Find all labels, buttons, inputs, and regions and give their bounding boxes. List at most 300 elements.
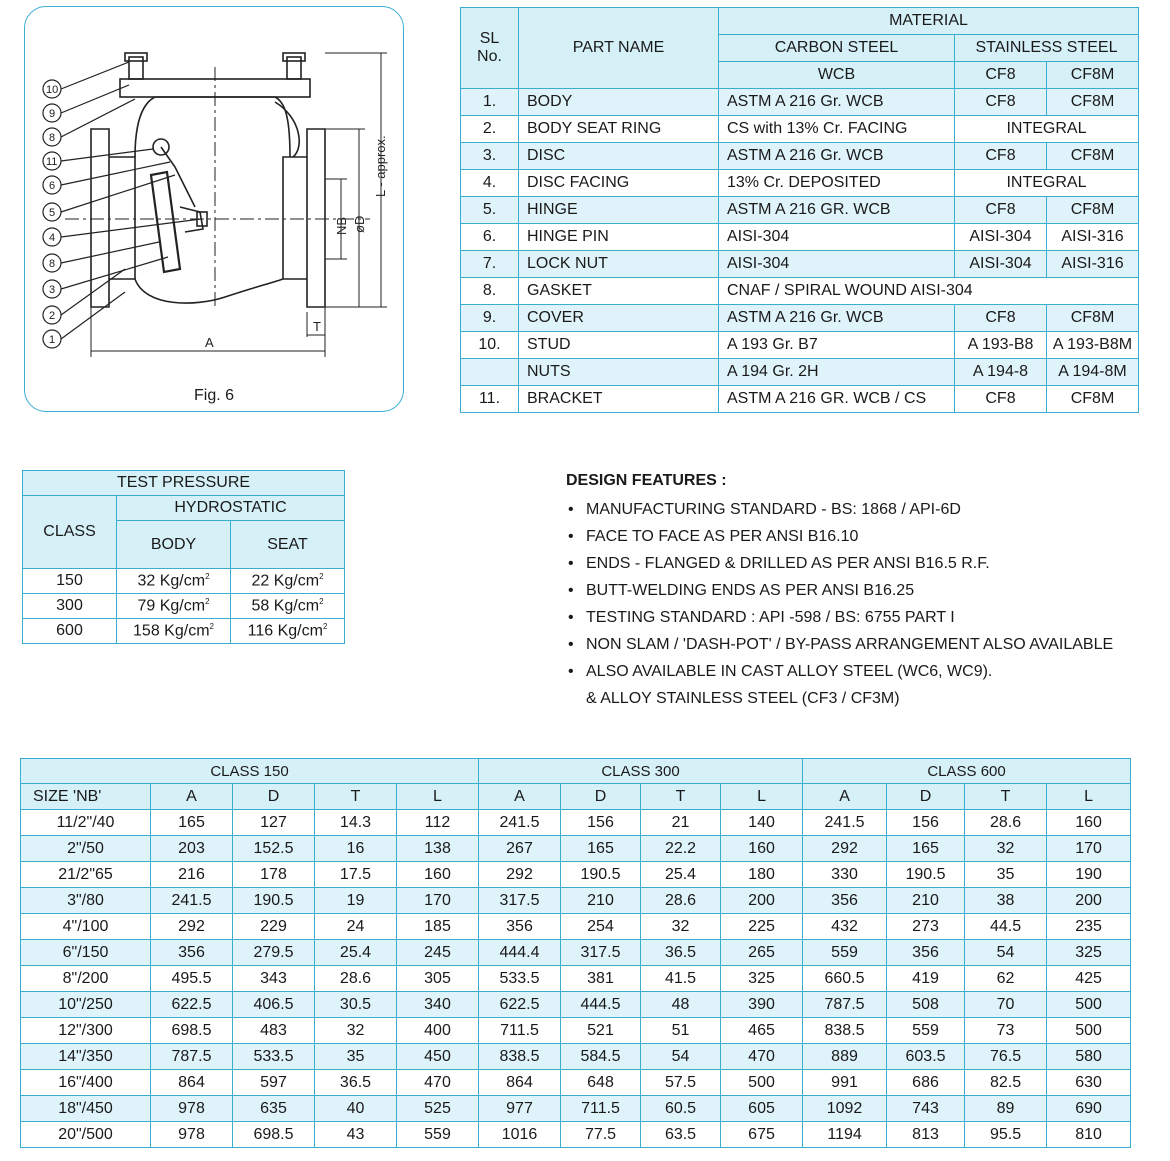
dimension-cell: 165 [151, 810, 233, 836]
dimension-cell: 70 [965, 992, 1047, 1018]
dimension-row [21, 862, 1131, 888]
cf8m-cell: AISI-316 [1047, 251, 1139, 278]
dimension-cell: 30.5 [315, 992, 397, 1018]
dimension-cell: 265 [721, 940, 803, 966]
material-row [461, 305, 1139, 332]
dimension-cell: 743 [887, 1096, 965, 1122]
seat-pressure-value: 22 [251, 572, 270, 590]
dimension-cell: 279.5 [233, 940, 315, 966]
dimension-cell: 630 [1047, 1070, 1131, 1096]
body-pressure-value: 32 [137, 572, 156, 590]
dimension-cell: 559 [803, 940, 887, 966]
dimension-cell: 559 [887, 1018, 965, 1044]
pressure-row [23, 594, 345, 619]
material-cell: CNAF / SPIRAL WOUND AISI-304 [719, 278, 1139, 305]
part-name-cell: BODY SEAT RING [519, 116, 719, 143]
size-cell: 14"/350 [21, 1044, 151, 1070]
pressure-unit: Kg/cm [273, 572, 320, 590]
cf8m-header: CF8M [1047, 62, 1139, 89]
part-name-cell: NUTS [519, 359, 719, 386]
dimension-cell: 225 [721, 914, 803, 940]
dimension-column-header-row [21, 784, 1131, 810]
design-feature-item: • TESTING STANDARD : API -598 / BS: 6755 PART I [566, 604, 1146, 631]
sl-no-cell: 1. [461, 89, 519, 116]
dimension-cell: 95.5 [965, 1122, 1047, 1148]
dimension-cell: 603.5 [887, 1044, 965, 1070]
dimension-cell: 1194 [803, 1122, 887, 1148]
design-feature-item: • BUTT-WELDING ENDS AS PER ANSI B16.25 [566, 577, 1146, 604]
dimension-cell: 340 [397, 992, 479, 1018]
materials-table [460, 7, 1139, 413]
part-name-cell: COVER [519, 305, 719, 332]
dimension-cell: 22.2 [641, 836, 721, 862]
dimension-cell: 203 [151, 836, 233, 862]
cf8-cell: AISI-304 [955, 224, 1047, 251]
size-cell: 2"/50 [21, 836, 151, 862]
dimension-cell: 495.5 [151, 966, 233, 992]
valve-figure-panel [24, 6, 404, 412]
dimension-row [21, 1096, 1131, 1122]
col-header-t: T [965, 784, 1047, 810]
dimension-row [21, 1070, 1131, 1096]
wcb-header: WCB [719, 62, 955, 89]
dimension-cell: 210 [561, 888, 641, 914]
dimension-row [21, 1044, 1131, 1070]
size-cell: 8"/200 [21, 966, 151, 992]
part-name-header: PART NAME [519, 8, 719, 89]
pressure-unit-exponent: 2 [209, 621, 214, 631]
dimension-cell: 273 [887, 914, 965, 940]
col-header-l: L [397, 784, 479, 810]
col-header-a: A [479, 784, 561, 810]
dimension-cell: 500 [721, 1070, 803, 1096]
material-row [461, 170, 1139, 197]
dimension-cell: 140 [721, 810, 803, 836]
dimension-cell: 325 [721, 966, 803, 992]
dimension-cell: 43 [315, 1122, 397, 1148]
dimension-cell: 200 [721, 888, 803, 914]
dimension-cell: 533.5 [479, 966, 561, 992]
dimension-cell: 991 [803, 1070, 887, 1096]
dimension-cell: 44.5 [965, 914, 1047, 940]
dimension-cell: 152.5 [233, 836, 315, 862]
dimension-cell: 584.5 [561, 1044, 641, 1070]
dimension-cell: 690 [1047, 1096, 1131, 1122]
class-cell: 150 [23, 569, 117, 594]
svg-text:8: 8 [49, 132, 56, 144]
dimension-cell: 89 [965, 1096, 1047, 1122]
dimension-cell: 17.5 [315, 862, 397, 888]
part-name-cell: HINGE PIN [519, 224, 719, 251]
dimension-cell: 48 [641, 992, 721, 1018]
dimension-cell: 978 [151, 1122, 233, 1148]
seat-pressure-cell [231, 569, 345, 594]
dimension-cell: 648 [561, 1070, 641, 1096]
pressure-unit: Kg/cm [159, 572, 206, 590]
cf8-cell: A 194-8 [955, 359, 1047, 386]
dimension-cell: 41.5 [641, 966, 721, 992]
dimension-cell: 787.5 [151, 1044, 233, 1070]
dim-label-nb: NB [334, 216, 349, 235]
dimension-cell: 38 [965, 888, 1047, 914]
design-feature-item: • ENDS - FLANGED & DRILLED AS PER ANSI B16.5 R.F. [566, 550, 1146, 577]
dimension-cell: 470 [721, 1044, 803, 1070]
dimension-cell: 470 [397, 1070, 479, 1096]
pressure-unit-exponent: 2 [205, 571, 210, 581]
size-cell: 10"/250 [21, 992, 151, 1018]
sl-no-header: SL No. [461, 8, 519, 89]
seat-header: SEAT [231, 521, 345, 569]
dimension-cell: 711.5 [561, 1096, 641, 1122]
wcb-cell: A 193 Gr. B7 [719, 332, 955, 359]
dimension-cell: 21 [641, 810, 721, 836]
dimension-cell: 635 [233, 1096, 315, 1122]
pressure-unit: Kg/cm [273, 597, 320, 615]
part-name-cell: DISC FACING [519, 170, 719, 197]
dimension-cell: 57.5 [641, 1070, 721, 1096]
seat-pressure-cell [231, 594, 345, 619]
dimension-cell: 165 [561, 836, 641, 862]
dimension-cell: 419 [887, 966, 965, 992]
dimension-cell: 156 [561, 810, 641, 836]
dimension-cell: 810 [1047, 1122, 1131, 1148]
dimension-cell: 698.5 [151, 1018, 233, 1044]
class-header: CLASS [23, 496, 117, 569]
dimension-cell: 77.5 [561, 1122, 641, 1148]
dimension-cell: 292 [479, 862, 561, 888]
sl-no-cell [461, 359, 519, 386]
pressure-unit-exponent: 2 [319, 571, 324, 581]
pressure-unit: Kg/cm [277, 622, 323, 640]
design-feature-item: • ALSO AVAILABLE IN CAST ALLOY STEEL (WC6, WC9). [566, 658, 1146, 685]
class-150-header: CLASS 150 [21, 759, 479, 784]
dimension-cell: 170 [397, 888, 479, 914]
dimension-cell: 190.5 [233, 888, 315, 914]
dimension-cell: 675 [721, 1122, 803, 1148]
class-cell: 600 [23, 619, 117, 644]
dimension-cell: 711.5 [479, 1018, 561, 1044]
dimension-cell: 525 [397, 1096, 479, 1122]
dimension-cell: 325 [1047, 940, 1131, 966]
size-cell: 4"/100 [21, 914, 151, 940]
dimension-cell: 838.5 [803, 1018, 887, 1044]
sl-no-cell: 2. [461, 116, 519, 143]
dimension-cell: 864 [479, 1070, 561, 1096]
cf8-cell: A 193-B8 [955, 332, 1047, 359]
material-row [461, 224, 1139, 251]
dimension-cell: 60.5 [641, 1096, 721, 1122]
dimension-cell: 16 [315, 836, 397, 862]
cf8-cell: CF8 [955, 305, 1047, 332]
dimension-cell: 160 [721, 836, 803, 862]
design-features-title: DESIGN FEATURES : [566, 472, 727, 489]
dimension-cell: 62 [965, 966, 1047, 992]
part-name-cell: STUD [519, 332, 719, 359]
cf8-cell: CF8 [955, 197, 1047, 224]
svg-text:3: 3 [49, 284, 56, 296]
part-name-cell: BRACKET [519, 386, 719, 413]
dimension-cell: 508 [887, 992, 965, 1018]
dimension-cell: 622.5 [151, 992, 233, 1018]
wcb-cell: ASTM A 216 Gr. WCB [719, 305, 955, 332]
size-cell: 11/2"/40 [21, 810, 151, 836]
dimension-row [21, 914, 1131, 940]
material-row [461, 143, 1139, 170]
wcb-cell: ASTM A 216 GR. WCB / CS [719, 386, 955, 413]
seat-pressure-cell [231, 619, 345, 644]
dimension-cell: 559 [397, 1122, 479, 1148]
material-header: MATERIAL [719, 8, 1139, 35]
cf8-cell: CF8 [955, 386, 1047, 413]
sl-no-cell: 8. [461, 278, 519, 305]
dimension-cell: 36.5 [641, 940, 721, 966]
part-name-cell: DISC [519, 143, 719, 170]
dimension-cell: 241.5 [479, 810, 561, 836]
dimension-cell: 170 [1047, 836, 1131, 862]
dimension-cell: 73 [965, 1018, 1047, 1044]
col-header-l: L [721, 784, 803, 810]
dim-label-a: A [205, 335, 214, 350]
cf8m-cell: CF8M [1047, 89, 1139, 116]
dimension-cell: 28.6 [641, 888, 721, 914]
col-header-a: A [151, 784, 233, 810]
sl-no-cell: 6. [461, 224, 519, 251]
col-header-t: T [641, 784, 721, 810]
dimension-cell: 156 [887, 810, 965, 836]
dimension-row [21, 1018, 1131, 1044]
seat-pressure-value: 116 [247, 622, 274, 640]
part-name-cell: BODY [519, 89, 719, 116]
dimension-cell: 432 [803, 914, 887, 940]
size-cell: 12"/300 [21, 1018, 151, 1044]
sl-no-cell: 4. [461, 170, 519, 197]
svg-text:4: 4 [49, 232, 56, 244]
cf8-cell: CF8 [955, 143, 1047, 170]
cf8m-cell: CF8M [1047, 143, 1139, 170]
sl-no-cell: 7. [461, 251, 519, 278]
dimension-cell: 35 [315, 1044, 397, 1070]
svg-text:9: 9 [49, 108, 56, 120]
dimension-cell: 425 [1047, 966, 1131, 992]
dimension-cell: 25.4 [315, 940, 397, 966]
pressure-row [23, 619, 345, 644]
wcb-cell: CS with 13% Cr. FACING [719, 116, 955, 143]
dimension-cell: 200 [1047, 888, 1131, 914]
pressure-unit-exponent: 2 [205, 596, 210, 606]
body-pressure-value: 79 [137, 597, 156, 615]
dimension-cell: 241.5 [803, 810, 887, 836]
svg-text:1: 1 [49, 334, 56, 346]
dimension-cell: 54 [965, 940, 1047, 966]
dimension-cell: 210 [887, 888, 965, 914]
dimension-cell: 190.5 [887, 862, 965, 888]
material-row [461, 89, 1139, 116]
material-row [461, 278, 1139, 305]
dimension-cell: 28.6 [315, 966, 397, 992]
dimension-cell: 521 [561, 1018, 641, 1044]
sl-no-cell: 11. [461, 386, 519, 413]
size-header: SIZE 'NB' [21, 784, 151, 810]
dimension-cell: 19 [315, 888, 397, 914]
dimension-cell: 40 [315, 1096, 397, 1122]
seat-pressure-value: 58 [251, 597, 270, 615]
dimension-cell: 216 [151, 862, 233, 888]
dimension-cell: 190.5 [561, 862, 641, 888]
hydrostatic-header: HYDROSTATIC [117, 496, 345, 521]
pressure-unit-exponent: 2 [319, 596, 324, 606]
dimension-cell: 533.5 [233, 1044, 315, 1070]
pressure-row [23, 569, 345, 594]
cf8m-cell: A 193-B8M [1047, 332, 1139, 359]
col-header-t: T [315, 784, 397, 810]
dimension-cell: 1016 [479, 1122, 561, 1148]
dim-label-l: L - approx. [373, 135, 388, 197]
design-feature-item: • MANUFACTURING STANDARD - BS: 1868 / API-6D [566, 496, 1146, 523]
dimension-cell: 500 [1047, 1018, 1131, 1044]
dimension-cell: 356 [151, 940, 233, 966]
size-cell: 20"/500 [21, 1122, 151, 1148]
sl-no-cell: 9. [461, 305, 519, 332]
dimension-cell: 356 [803, 888, 887, 914]
design-feature-continuation: & ALLOY STAINLESS STEEL (CF3 / CF3M) [586, 690, 900, 707]
dimension-cell: 235 [1047, 914, 1131, 940]
dimension-cell: 406.5 [233, 992, 315, 1018]
dimension-cell: 787.5 [803, 992, 887, 1018]
col-header-a: A [803, 784, 887, 810]
dimension-cell: 444.4 [479, 940, 561, 966]
dimension-cell: 35 [965, 862, 1047, 888]
dimension-cell: 14.3 [315, 810, 397, 836]
dimension-cell: 138 [397, 836, 479, 862]
sl-no-cell: 10. [461, 332, 519, 359]
pressure-unit: Kg/cm [164, 622, 210, 640]
size-cell: 16"/400 [21, 1070, 151, 1096]
dimension-cell: 305 [397, 966, 479, 992]
dimension-cell: 400 [397, 1018, 479, 1044]
dimension-cell: 32 [315, 1018, 397, 1044]
dimension-cell: 32 [641, 914, 721, 940]
dimension-cell: 229 [233, 914, 315, 940]
dimension-cell: 82.5 [965, 1070, 1047, 1096]
dimension-cell: 483 [233, 1018, 315, 1044]
test-pressure-table [22, 470, 345, 644]
sl-no-cell: 5. [461, 197, 519, 224]
body-pressure-cell [117, 619, 231, 644]
dimension-cell: 267 [479, 836, 561, 862]
dimension-row [21, 992, 1131, 1018]
wcb-cell: ASTM A 216 Gr. WCB [719, 89, 955, 116]
dimension-cell: 605 [721, 1096, 803, 1122]
callout-8b [43, 242, 159, 272]
test-pressure-title: TEST PRESSURE [23, 471, 345, 496]
class-600-header: CLASS 600 [803, 759, 1131, 784]
dimension-cell: 24 [315, 914, 397, 940]
body-header: BODY [117, 521, 231, 569]
dimension-cell: 25.4 [641, 862, 721, 888]
material-row [461, 359, 1139, 386]
class-cell: 300 [23, 594, 117, 619]
stainless-cell: INTEGRAL [955, 170, 1139, 197]
dimension-cell: 178 [233, 862, 315, 888]
cf8m-cell: A 194-8M [1047, 359, 1139, 386]
material-row [461, 197, 1139, 224]
wcb-cell: AISI-304 [719, 251, 955, 278]
dimension-cell: 160 [1047, 810, 1131, 836]
material-row [461, 332, 1139, 359]
cf8m-cell: CF8M [1047, 305, 1139, 332]
swing-check-valve-drawing [25, 7, 403, 377]
material-row [461, 116, 1139, 143]
dimension-cell: 51 [641, 1018, 721, 1044]
pressure-unit-exponent: 2 [322, 621, 328, 631]
size-cell: 21/2"65 [21, 862, 151, 888]
dimension-cell: 698.5 [233, 1122, 315, 1148]
dimension-cell: 36.5 [315, 1070, 397, 1096]
dimension-cell: 622.5 [479, 992, 561, 1018]
svg-text:5: 5 [49, 207, 56, 219]
cf8-header: CF8 [955, 62, 1047, 89]
dimension-cell: 813 [887, 1122, 965, 1148]
design-features-list [566, 496, 1146, 685]
design-features [566, 472, 1146, 712]
wcb-cell: AISI-304 [719, 224, 955, 251]
dimension-cell: 597 [233, 1070, 315, 1096]
callout-10 [43, 62, 129, 98]
dimension-row [21, 1122, 1131, 1148]
dimension-cell: 317.5 [479, 888, 561, 914]
cf8m-cell: CF8M [1047, 197, 1139, 224]
dimension-cell: 63.5 [641, 1122, 721, 1148]
col-header-l: L [1047, 784, 1131, 810]
dimension-cell: 465 [721, 1018, 803, 1044]
dimension-cell: 190 [1047, 862, 1131, 888]
dimension-cell: 381 [561, 966, 641, 992]
stainless-cell: INTEGRAL [955, 116, 1139, 143]
cf8m-cell: CF8M [1047, 386, 1139, 413]
design-feature-item: • NON SLAM / 'DASH-POT' / BY-PASS ARRANGEMENT ALSO AVAILABLE [566, 631, 1146, 658]
dimension-cell: 356 [887, 940, 965, 966]
dimension-cell: 444.5 [561, 992, 641, 1018]
part-name-cell: LOCK NUT [519, 251, 719, 278]
part-name-cell: GASKET [519, 278, 719, 305]
dimension-cell: 686 [887, 1070, 965, 1096]
dimension-cell: 160 [397, 862, 479, 888]
carbon-steel-header: CARBON STEEL [719, 35, 955, 62]
dimension-cell: 165 [887, 836, 965, 862]
dimension-row [21, 836, 1131, 862]
dimension-cell: 292 [803, 836, 887, 862]
dimension-cell: 254 [561, 914, 641, 940]
stainless-steel-header: STAINLESS STEEL [955, 35, 1139, 62]
svg-text:11: 11 [46, 156, 58, 168]
dimensions-table [20, 758, 1131, 1148]
size-cell: 3"/80 [21, 888, 151, 914]
dimension-cell: 660.5 [803, 966, 887, 992]
dimension-row [21, 940, 1131, 966]
dimension-cell: 180 [721, 862, 803, 888]
callout-11 [43, 149, 153, 170]
dimension-cell: 185 [397, 914, 479, 940]
wcb-cell: 13% Cr. DEPOSITED [719, 170, 955, 197]
dimension-cell: 889 [803, 1044, 887, 1070]
dim-label-t: T [313, 319, 321, 334]
dimension-cell: 330 [803, 862, 887, 888]
cf8-cell: AISI-304 [955, 251, 1047, 278]
col-header-d: D [561, 784, 641, 810]
cf8m-cell: AISI-316 [1047, 224, 1139, 251]
svg-text:10: 10 [46, 84, 59, 96]
dimension-cell: 1092 [803, 1096, 887, 1122]
